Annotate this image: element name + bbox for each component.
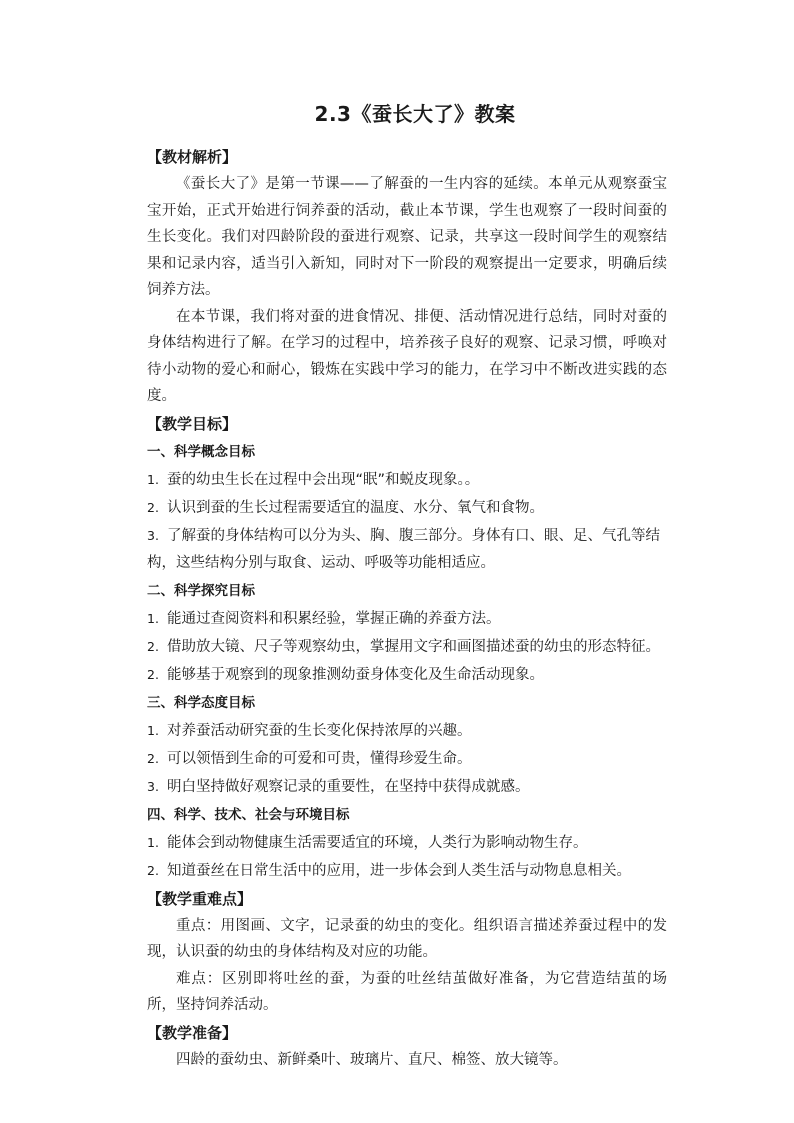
keypoint-paragraph-difficulty: 难点：区别即将吐丝的蚕，为蚕的吐丝结茧做好准备，为它营造结茧的场所，坚持饲养活动。 <box>147 970 667 1013</box>
item-text: 认识到蚕的生长过程需要适宜的温度、水分、氧气和食物。 <box>167 499 544 516</box>
goal-item <box>147 857 667 885</box>
goal-group-title-inquiry: 二、科学探究目标 <box>147 582 255 599</box>
item-number: 2. <box>147 499 159 515</box>
item-number: 2. <box>147 638 159 654</box>
item-text: 明白坚持做好观察记录的重要性，在坚持中获得成就感。 <box>167 778 530 795</box>
goal-item <box>147 494 667 522</box>
item-text: 知道蚕丝在日常生活中的应用，进一步体会到人类生活与动物息息相关。 <box>167 862 631 879</box>
item-number: 1. <box>147 834 159 850</box>
goal-group-title-stse: 四、科学、技术、社会与环境目标 <box>147 806 350 823</box>
goal-item <box>147 633 667 661</box>
section-heading-analysis: 【教材解析】 <box>147 148 238 166</box>
goal-group-title-attitude: 三、科学态度目标 <box>147 694 255 711</box>
item-number: 2. <box>147 862 159 878</box>
goal-item <box>147 773 667 801</box>
keypoint-paragraph-focus: 重点：用图画、文字，记录蚕的幼虫的变化。组织语言描述养蚕过程中的发现，认识蚕的幼虫的身体结构及对应的功能。 <box>147 917 667 960</box>
goal-item <box>147 522 667 577</box>
item-text: 能够基于观察到的现象推测幼蚕身体变化及生命活动现象。 <box>167 666 544 683</box>
item-number: 3. <box>147 527 159 543</box>
item-text: 能通过查阅资料和积累经验，掌握正确的养蚕方法。 <box>167 610 501 627</box>
prep-paragraph: 四龄的蚕幼虫、新鲜桑叶、玻璃片、直尺、棉签、放大镜等。 <box>176 1051 568 1068</box>
item-text: 对养蚕活动研究蚕的生长变化保持浓厚的兴趣。 <box>167 722 472 739</box>
analysis-paragraph-1: 《蚕长大了》是第一节课——了解蚕的一生内容的延续。本单元从观察蚕宝宝开始，正式开始进行饲养蚕的活动，截止本节课，学生也观察了一段时间蚕的生长变化。我们对四龄阶段的蚕进行观察、记录，共享这一段时间学生的观察结果和记录内容，适当引入新知，同时对下一阶段的观察提出一定要求，明确后续饲养方法。 <box>147 176 667 298</box>
item-text: 借助放大镜、尺子等观察幼虫，掌握用文字和画图描述蚕的幼虫的形态特征。 <box>167 638 660 655</box>
item-number: 1. <box>147 610 159 626</box>
section-heading-prep: 【教学准备】 <box>147 1023 238 1042</box>
item-text: 可以领悟到生命的可爱和可贵，懂得珍爱生命。 <box>167 750 472 767</box>
item-text: 了解蚕的身体结构可以分为头、胸、腹三部分。身体有口、眼、足、气孔等结构，这些结构分别与取食、运动、呼吸等功能相适应。 <box>147 527 660 571</box>
goal-item <box>147 466 667 494</box>
analysis-paragraph-2: 在本节课，我们将对蚕的进食情况、排便、活动情况进行总结，同时对蚕的身体结构进行了解。在学习的过程中，培养孩子良好的观察、记录习惯，呼唤对待小动物的爱心和耐心，锻炼在实践中学习的能力，在学习中不断改进实践的态度。 <box>147 308 667 404</box>
goal-item <box>147 717 667 745</box>
page-title: 2.3《蚕长大了》教案 <box>314 102 516 126</box>
item-number: 2. <box>147 750 159 766</box>
goal-item <box>147 829 667 857</box>
item-text: 能体会到动物健康生活需要适宜的环境，人类行为影响动物生存。 <box>167 834 588 851</box>
goal-group-title-concept: 一、科学概念目标 <box>147 443 255 460</box>
item-number: 1. <box>147 471 159 487</box>
section-heading-keypoints: 【教学重难点】 <box>147 889 253 908</box>
goal-item <box>147 605 667 633</box>
item-number: 2. <box>147 666 159 682</box>
item-text: 蚕的幼虫生长在过程中会出现“眠”和蜕皮现象。。 <box>167 471 480 488</box>
document-body <box>147 143 667 1073</box>
goal-item <box>147 745 667 773</box>
section-heading-goals: 【教学目标】 <box>147 414 238 433</box>
goal-item <box>147 661 667 689</box>
item-number: 1. <box>147 722 159 738</box>
item-number: 3. <box>147 778 159 794</box>
